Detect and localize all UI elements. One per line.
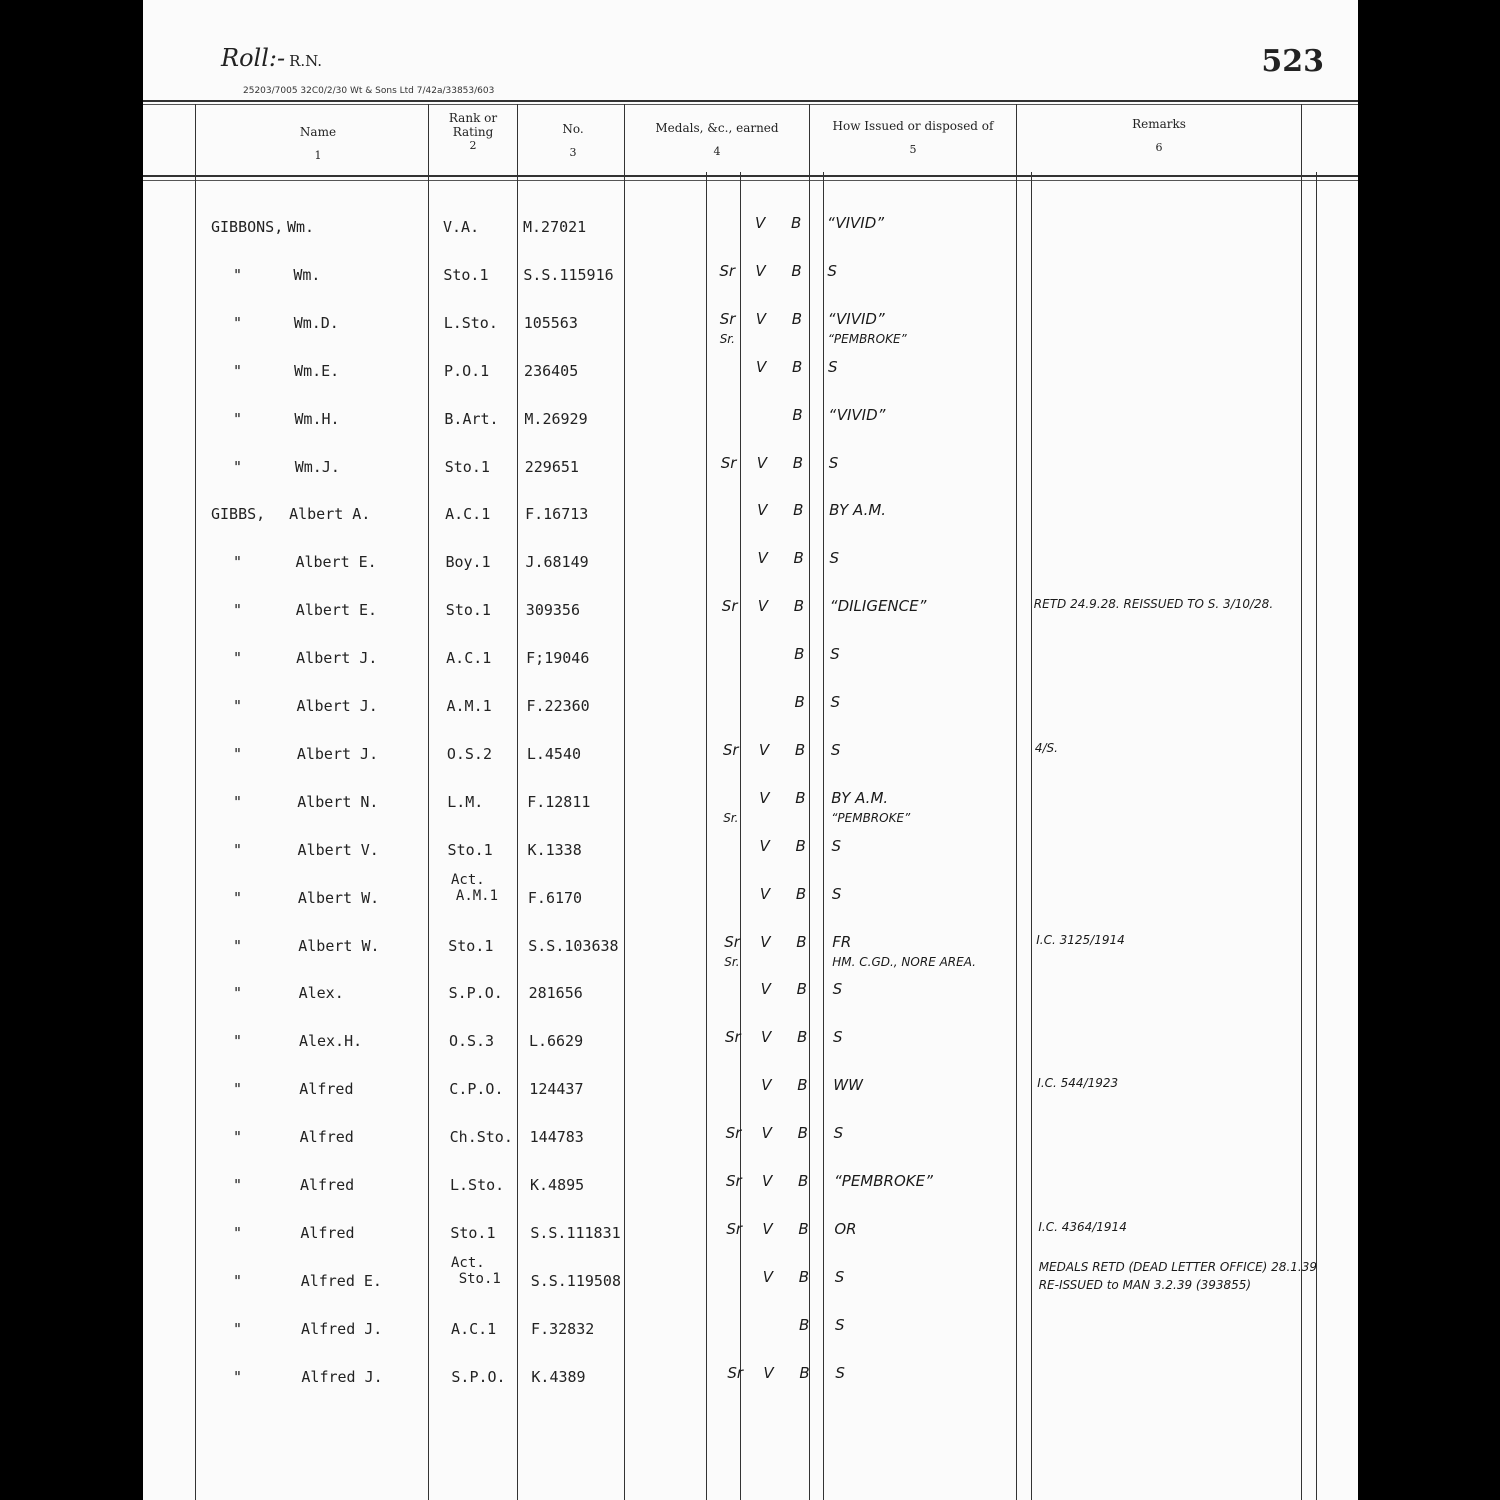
cell-m-b: B — [792, 357, 803, 376]
cell-m-v: V — [758, 740, 770, 759]
column-header-issued — [813, 119, 1013, 157]
cell-forename: Albert A. — [289, 505, 371, 524]
cell-m-sr: Sr — [724, 1028, 741, 1047]
cell-forename: Alfred — [300, 1176, 355, 1194]
cell-number: 236405 — [524, 361, 579, 380]
cell-m-b: B — [793, 501, 804, 520]
cell-forename: Wm.E. — [294, 361, 340, 380]
cell-number: L.6629 — [528, 1032, 584, 1051]
cell-m-b: B — [791, 261, 802, 280]
cell-m-v: V — [759, 884, 771, 903]
cell-m-v: V — [755, 309, 766, 328]
cell-forename: Albert J. — [296, 697, 378, 715]
table-row — [143, 354, 1358, 402]
cell-rank: Sto.1 — [445, 601, 491, 620]
cell-issued2: “PEMBROKE” — [831, 810, 911, 825]
cell-m-v: V — [755, 261, 766, 280]
cell-forename: Alex.H. — [298, 1032, 363, 1051]
cell-number: M.26929 — [524, 409, 588, 428]
cell-number: F;19046 — [526, 649, 590, 668]
cell-surname: " — [233, 409, 243, 428]
cell-forename: Alfred J. — [301, 1367, 383, 1386]
cell-m-v: V — [756, 357, 767, 376]
column-header-number-col — [523, 122, 623, 160]
cell-m-v: V — [757, 597, 769, 616]
cell-number: M.27021 — [523, 218, 587, 236]
cell-rank: S.P.O. — [448, 984, 503, 1003]
cell-m-v: V — [756, 453, 768, 472]
cell-rank: Sto.1 — [450, 1223, 496, 1242]
cell-forename: Alfred — [299, 1080, 354, 1099]
cell-rank: Sto.1 — [448, 936, 494, 955]
cell-issued: “DILIGENCE” — [829, 597, 927, 616]
cell-number: 144783 — [529, 1128, 584, 1147]
cell-issued: S — [832, 1028, 843, 1047]
cell-m-v: V — [760, 1028, 772, 1047]
cell-number: F.12811 — [527, 792, 591, 811]
cell-forename: Albert J. — [296, 744, 379, 763]
cell-issued: S — [829, 549, 839, 568]
cell-forename: Alfred — [299, 1128, 354, 1147]
cell-forename: Wm. — [287, 218, 315, 236]
column-header-label: How Issued or disposed of — [832, 119, 994, 133]
cell-rank: Sto.1 — [443, 265, 489, 284]
cell-issued: S — [830, 693, 841, 711]
table-row — [143, 1216, 1358, 1264]
cell-number: L.4540 — [526, 744, 582, 763]
table-row — [143, 641, 1358, 689]
column-header-number: 6 — [1155, 141, 1163, 154]
table-row — [143, 210, 1358, 258]
cell-m-b: B — [798, 1172, 809, 1190]
table-row — [143, 593, 1358, 641]
header-top-rule — [143, 100, 1358, 102]
roll-label — [221, 44, 322, 72]
cell-rank: A.C.1 — [451, 1319, 497, 1338]
cell-rank: Act. — [451, 871, 485, 888]
cell-issued: S — [828, 453, 839, 472]
cell-remarks: MEDALS RETD (DEAD LETTER OFFICE) 28.1.39 — [1038, 1259, 1317, 1274]
cell-m-sr: Sr — [724, 932, 740, 951]
cell-m-b: B — [792, 405, 803, 424]
cell-issued: S — [834, 1267, 845, 1286]
cell-forename: Albert V. — [297, 840, 379, 859]
table-row — [143, 737, 1358, 785]
cell-forename: Alex. — [298, 984, 344, 1003]
column-header-label: Rank or Rating — [448, 111, 498, 139]
cell-forename: Wm.H. — [294, 409, 340, 428]
cell-surname: " — [233, 265, 243, 284]
table-row — [143, 871, 1358, 929]
cell-m-v: V — [757, 549, 768, 568]
cell-rank: O.S.3 — [448, 1032, 495, 1051]
cell-surname: GIBBONS, — [211, 218, 284, 236]
cell-m-b: B — [793, 597, 805, 616]
cell-m-sr2: Sr. — [724, 954, 740, 969]
table-row — [143, 976, 1358, 1024]
column-header-label: No. — [562, 122, 584, 136]
cell-surname: " — [233, 792, 243, 811]
column-header-number: 1 — [314, 149, 322, 162]
cell-surname: " — [233, 1367, 243, 1386]
cell-number: F.22360 — [526, 697, 590, 715]
printer-line: 25203/7005 32C0/2/30 Wt & Sons Ltd 7/42a/33853/603 — [243, 86, 495, 96]
cell-issued: “VIVID” — [828, 405, 886, 424]
cell-remarks: I.C. 4364/1914 — [1038, 1219, 1127, 1234]
page-number: 523 — [1261, 44, 1324, 79]
table-row — [143, 306, 1358, 354]
cell-m-b: B — [791, 309, 802, 328]
cell-surname: " — [233, 361, 243, 380]
cell-number: 281656 — [528, 984, 583, 1003]
cell-m-sr: Sr — [727, 1363, 744, 1382]
cell-surname: " — [233, 313, 243, 332]
cell-rank: Boy.1 — [445, 553, 491, 572]
table-row — [143, 450, 1358, 498]
cell-number: S.S.103638 — [528, 936, 619, 955]
cell-m-sr: Sr — [722, 740, 739, 759]
cell-number: S.S.111831 — [530, 1223, 621, 1242]
table-row — [143, 833, 1358, 881]
cell-rank: V.A. — [443, 218, 480, 236]
cell-surname: " — [233, 457, 243, 476]
cell-m-b: B — [794, 693, 805, 711]
cell-m-b: B — [798, 1219, 809, 1238]
column-header-label: Remarks — [1132, 117, 1186, 131]
cell-surname: " — [233, 840, 243, 859]
cell-issued: WW — [833, 1076, 863, 1095]
cell-issued: S — [833, 1124, 844, 1143]
cell-forename: Albert N. — [297, 792, 379, 811]
cell-rank: Act. — [451, 1254, 485, 1271]
table-row — [143, 402, 1358, 450]
cell-m-sr2: Sr. — [719, 331, 735, 346]
cell-issued2: “PEMBROKE” — [827, 331, 907, 346]
column-header-remarks — [1019, 117, 1299, 155]
cell-rank: B.Art. — [444, 409, 499, 428]
cell-forename: Wm.D. — [293, 313, 339, 332]
cell-remarks2: RE-ISSUED to MAN 3.2.39 (393855) — [1038, 1277, 1252, 1292]
cell-rank: L.M. — [447, 792, 484, 811]
cell-rank: A.M.1 — [446, 697, 492, 715]
cell-remarks: RETD 24.9.28. REISSUED TO S. 3/10/28. — [1033, 597, 1274, 612]
cell-number: 124437 — [529, 1080, 584, 1099]
cell-surname: " — [233, 1032, 243, 1051]
cell-m-sr: Sr — [726, 1172, 742, 1190]
cell-m-sr: Sr — [721, 597, 738, 616]
cell-issued: S — [828, 357, 838, 376]
cell-forename: Wm.J. — [294, 457, 340, 476]
cell-rank: L.Sto. — [443, 313, 498, 332]
cell-rank: O.S.2 — [446, 744, 492, 763]
table-row — [143, 258, 1358, 306]
cell-m-b: B — [797, 1076, 808, 1095]
cell-rank2: Sto.1 — [458, 1270, 501, 1287]
cell-forename: Albert E. — [295, 601, 378, 620]
table-row — [143, 497, 1358, 545]
cell-forename: Albert W. — [297, 888, 380, 907]
cell-number: K.4389 — [531, 1367, 586, 1386]
cell-issued: “VIVID” — [827, 309, 885, 328]
cell-remarks: I.C. 3125/1914 — [1036, 932, 1125, 947]
cell-surname: " — [233, 1271, 243, 1290]
cell-m-b: B — [795, 788, 806, 807]
cell-m-v: V — [759, 836, 770, 855]
cell-number: J.68149 — [525, 553, 589, 572]
cell-number: K.1338 — [527, 840, 582, 859]
table-row — [143, 1168, 1358, 1216]
cell-forename: Alfred E. — [300, 1271, 382, 1290]
cell-issued: S — [830, 645, 840, 664]
table-row — [143, 1024, 1358, 1072]
cell-m-b: B — [799, 1315, 810, 1334]
cell-m-v: V — [761, 1124, 772, 1143]
cell-m-b: B — [798, 1267, 809, 1286]
cell-number: S.S.115916 — [523, 265, 614, 284]
cell-issued: S — [835, 1315, 845, 1334]
cell-issued: S — [835, 1363, 845, 1382]
table-row — [143, 1120, 1358, 1168]
cell-forename: Albert W. — [298, 936, 380, 955]
cell-m-b: B — [793, 549, 804, 568]
cell-surname: " — [233, 744, 243, 763]
cell-surname: " — [233, 1319, 243, 1338]
cell-surname: " — [233, 601, 243, 620]
table-row — [143, 929, 1358, 977]
table-row — [143, 785, 1358, 833]
cell-surname: " — [233, 649, 243, 668]
cell-surname: " — [233, 888, 243, 907]
cell-issued: BY A.M. — [831, 788, 889, 807]
cell-rank: Sto.1 — [447, 840, 493, 859]
table-row — [143, 1360, 1358, 1408]
cell-m-v: V — [757, 501, 768, 520]
roll-type: R.N. — [289, 52, 323, 70]
cell-number: F.16713 — [525, 505, 589, 524]
cell-number: 105563 — [523, 313, 578, 332]
cell-surname: " — [233, 553, 243, 572]
cell-m-b: B — [794, 740, 806, 759]
cell-issued2: HM. C.GD., NORE AREA. — [832, 954, 976, 969]
cell-number: K.4895 — [530, 1176, 585, 1194]
column-header-number: 2 — [469, 139, 477, 152]
header-bottom-rule-2 — [143, 180, 1358, 181]
table-row — [143, 1072, 1358, 1120]
roll-label-text: Roll:- — [221, 44, 286, 72]
cell-m-b: B — [797, 1124, 808, 1143]
cell-rank2: A.M.1 — [455, 887, 499, 904]
column-header-label: Name — [299, 125, 337, 139]
column-header-number: 4 — [713, 145, 721, 158]
cell-issued: S — [832, 980, 843, 999]
cell-issued: S — [827, 261, 837, 280]
cell-rank: A.C.1 — [445, 505, 491, 524]
cell-remarks: I.C. 544/1923 — [1037, 1076, 1119, 1091]
column-header-name — [263, 125, 373, 163]
cell-surname: " — [233, 1128, 243, 1147]
cell-m-sr: Sr — [720, 453, 737, 472]
cell-issued: S — [830, 740, 841, 759]
column-header-medals — [629, 121, 805, 159]
table-row — [143, 1254, 1358, 1312]
cell-surname: " — [233, 936, 243, 955]
cell-m-sr: Sr — [719, 261, 736, 280]
cell-number: S.S.119508 — [530, 1271, 621, 1290]
cell-m-b: B — [795, 884, 807, 903]
cell-issued: “VIVID” — [827, 214, 885, 232]
cell-m-b: B — [799, 1363, 810, 1382]
cell-remarks: 4/S. — [1034, 740, 1058, 755]
cell-m-b: B — [796, 932, 807, 951]
cell-forename: Alfred J. — [301, 1319, 383, 1338]
cell-m-b: B — [795, 836, 806, 855]
cell-m-v: V — [760, 980, 771, 999]
cell-rank: S.P.O. — [451, 1367, 506, 1386]
cell-m-b: B — [792, 453, 804, 472]
cell-m-b: B — [796, 980, 807, 999]
table-row — [143, 545, 1358, 593]
header-top-rule-2 — [143, 104, 1358, 105]
cell-m-b: B — [791, 214, 802, 232]
cell-m-sr2: Sr. — [723, 810, 739, 825]
cell-rank: C.P.O. — [449, 1080, 504, 1099]
cell-issued: BY A.M. — [829, 501, 887, 520]
cell-surname: " — [233, 1080, 243, 1099]
cell-forename: Albert J. — [296, 649, 378, 668]
table-row — [143, 689, 1358, 737]
cell-issued: OR — [834, 1219, 857, 1238]
column-header-number: 3 — [569, 146, 577, 159]
cell-rank: Sto.1 — [444, 457, 490, 476]
cell-rank: P.O.1 — [444, 361, 490, 380]
column-header-rank — [431, 111, 515, 153]
cell-forename: Albert E. — [295, 553, 377, 572]
cell-m-b: B — [794, 645, 805, 664]
cell-surname: " — [233, 1223, 243, 1242]
table-row — [143, 1312, 1358, 1360]
cell-m-v: V — [763, 1363, 774, 1382]
cell-forename: Wm. — [293, 265, 321, 284]
cell-m-v: V — [762, 1172, 773, 1190]
column-header-label: Medals, &c., earned — [655, 121, 779, 135]
cell-m-sr: Sr — [725, 1124, 742, 1143]
cell-m-v: V — [759, 788, 770, 807]
cell-surname: " — [233, 1176, 243, 1194]
cell-rank: A.C.1 — [446, 649, 492, 668]
column-header-number: 5 — [909, 143, 917, 156]
cell-issued: FR — [832, 932, 852, 951]
cell-rank: L.Sto. — [450, 1176, 505, 1194]
cell-forename: Alfred — [300, 1223, 355, 1242]
cell-surname: " — [233, 984, 243, 1003]
cell-surname: GIBBS, — [211, 505, 266, 524]
cell-issued: “PEMBROKE” — [834, 1172, 933, 1190]
cell-number: F.32832 — [531, 1319, 595, 1338]
cell-m-sr: Sr — [719, 309, 736, 328]
cell-surname: " — [233, 697, 243, 715]
cell-m-v: V — [762, 1267, 773, 1286]
cell-m-v: V — [760, 932, 771, 951]
cell-issued: S — [831, 836, 842, 855]
cell-issued: S — [831, 884, 842, 903]
cell-m-v: V — [762, 1219, 773, 1238]
cell-rank: Ch.Sto. — [449, 1128, 513, 1147]
cell-number: F.6170 — [527, 888, 583, 907]
roll-sheet — [143, 0, 1358, 1500]
cell-number: 309356 — [525, 601, 580, 620]
cell-m-v: V — [755, 214, 766, 232]
cell-m-b: B — [796, 1028, 808, 1047]
cell-m-v: V — [761, 1076, 772, 1095]
cell-m-sr: Sr — [726, 1219, 743, 1238]
header-bottom-rule — [143, 175, 1358, 177]
cell-number: 229651 — [524, 457, 579, 476]
